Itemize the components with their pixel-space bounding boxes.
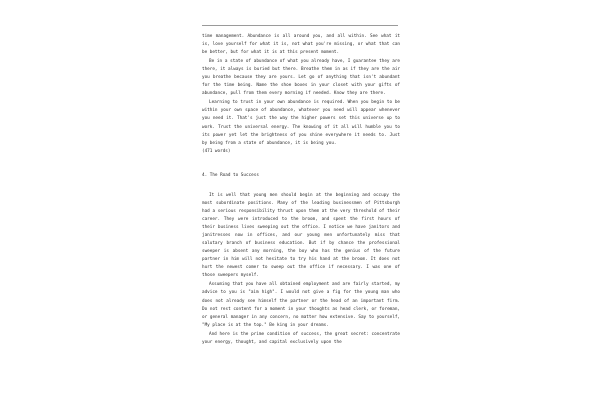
header-rule <box>202 25 398 26</box>
paragraph: Assuming that you have all obtained employment and are fairly started, my advice to you is "aim high". I would not give a fig for the young man who does not already see himself the partner or the head of an important firm. Do not rest content for a moment in your thoughts as head clerk, or foreman, or general manager in any concern, no matter how extensive. Say to yourself, "My place is at the top." Be king in your dreams. <box>202 282 400 328</box>
paragraph: Learning to trust in your own abundance is required. When you begin to be within your own space of abundance, whatever you need will appear whenever you need it. That's just the way the higher powers set this universe up to work. Trust the universal energy. The knowing of it all will humble you to its power yet let the brightness of you shine everywhere it needs to. Just by being from a state of abundance, it is being you. <box>202 100 400 146</box>
paragraph: And here is the prime condition of success, the great secret: concentrate your energy, thought, and capital exclusively upon the <box>202 331 400 345</box>
paragraph: It is well that young men should begin at the beginning and occupy the most subordinate positions. Many of the leading businessmen of Pittsburgh had a serious responsibility thrust upon them at the very threshold of their career. They were introduced to the broom, and spent the first hours of their business lives sweeping out the office. I notice we have janitors and janitresses now in offices, and our young men unfortunately miss that salutary branch of business education. But if by chance the professional sweeper is absent any morning, the boy who has the genius of the future partner in him will not hesitate to try his hand at the broom. It does not hurt the newest comer to sweep out the office if necessary. I was one of those sweepers myself. <box>202 192 400 279</box>
paragraph: time management. Abundance is all around you, and all within. See what it is, love yourself for what it is, not what you're missing, or what that can be better, but for what it is at this present moment. <box>202 34 400 56</box>
text-column <box>202 33 400 347</box>
section-heading: 4. The Road to Success <box>202 172 259 178</box>
word-count: (471 words) <box>202 148 231 154</box>
paragraph: Be in a state of abundance of what you already have, I guarantee they are there, it always is buried but there. Breathe them in as if they are the air you breathe because they are yours. Let go of anything that isn't abundant for the time being. Name the shoe boxes in your closet with your gifts of abundance, pull from them every morning if needed. Know they are there. <box>202 59 400 97</box>
